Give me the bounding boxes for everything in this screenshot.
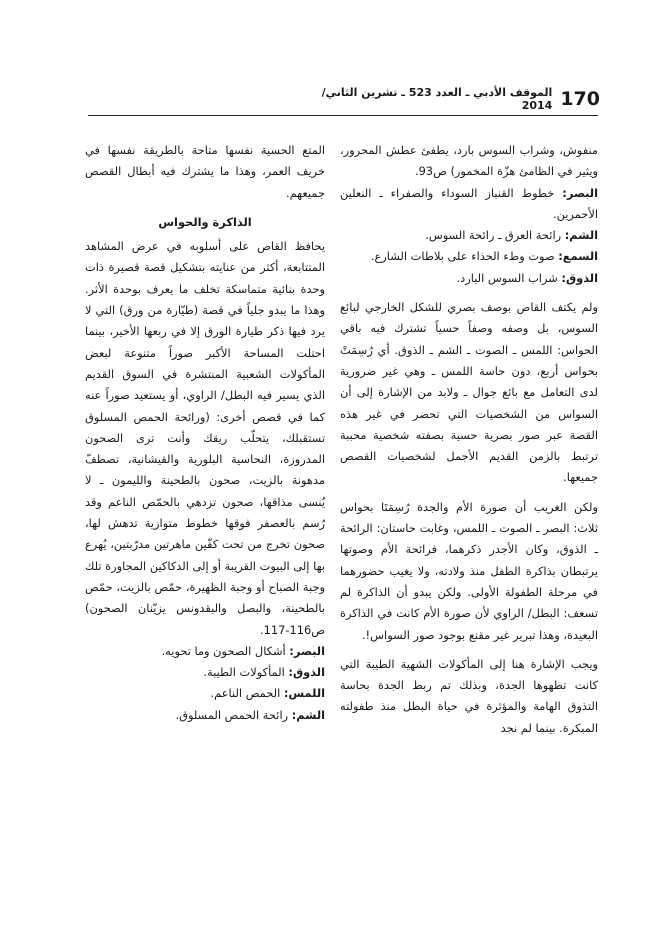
sense-text: شراب السوس البارد. [456,270,558,285]
sense-label: الذوق: [561,270,598,285]
sense-text: خطوط القنباز السوداء والصفراء ـ النعلين الأحمرين. [340,185,598,221]
right-column [340,140,598,739]
paragraph: منفوش، وشراب السوس بارد، يطفئ عطش المحرور، ويثير في الظامئ هزّة المخمور) ص93. [340,143,598,179]
sense-text: المأكولات الطيبة. [203,665,285,680]
page-number: 170 [560,88,600,110]
sense-label: السمع: [558,249,598,264]
journal-issue-info: الموقف الأدبي ـ العدد 523 ـ تشرين الثاني/ 2014 [321,86,553,112]
left-column [85,140,325,726]
sense-item [340,225,598,246]
sense-label: اللمس: [283,686,325,701]
sense-item [85,641,325,662]
sense-text: رائحة العرق ـ رائحة السوس. [425,228,562,243]
paragraph: ولكن الغريب أن صورة الأم والجدة رُسِمَتَا بحواس ثلاث: البصر ـ الصوت ـ اللمس، وغابت حاستان: الرائحة ـ الذوق، وكان الأجدر ذكرهما، فرائحة الأم وصوتها يرتبطان بذاكرة الطفل منذ ولادته، ولا يغيب حضورهما في مرحلة الطفولة الأولى. ولكن يبدو أن الذاكرة لم تسعف: البطل/ الراوي لأن صورة الأم كانت في الذاكرة البعيدة، وهذا تبرير غير مقنع بوجود صور السواس!. [340,499,598,642]
sense-label: البصر: [289,643,325,658]
paragraph: ويجب الإشارة هنا إلى المأكولات الشهية الطيبة التي كانت تطهوها الجدة، وبذلك تم ربط الجدة بحاسة التذوق الهامة والمؤثرة في حياة البطل منذ طفولته المبكرة. بينما لم نجد [340,656,598,735]
sense-text: صوت وطء الحذاء على بلاطات الشارع. [370,249,555,264]
sense-text: رائحة الحمص المسلوق. [175,707,289,722]
sense-item [340,183,598,226]
sense-text: أشكال الصحون وما تحويه. [161,643,286,658]
sense-label: الشم: [564,228,598,243]
paragraph: يحافظ القاص على أسلوبه في عرض المشاهد المتتابعة، أكثر من عنايته بتشكيل قصة قصيرة ذات وحدة بنائية متماسكة تخلف ما يعرف بوحدة الأثر. وهذا ما يبدو جلياً في قصة (طيّارة من ورق) التي لا يرد فيها ذكر طيارة الورق إلا في ربعها الأخير، بينما احتلت المساحة الأكبر صوراً متنوعة لبعض المأكولات الشعبية المنتشرة في السوق القديم الذي يسير فيه البطل/ الراوي، أو يستعيد صوراً عنه كما في قصص أخرى: (ورائحة الحمص المسلوق تستقبلك، يتحلّب ريقك وأنت ترى الصحون المدروزة، النحاسية البلورية والقيشانية، تصطفّ مدهونة بالزيت، صحون بالطحينة والليمون ـ لا يُنسى مذاقها، صحون تزدهي بالحمّص الناعم وقد رُسم بالعصفر فوقها خطوط متوازية تدهش لها، صحون تخرج من تحت كفّين ماهرتين مدرّبتين، يُهرع بها إلى البيوت القريبة أو إلى الدكاكين المجاورة تلك وجبة الصباح أو وجبة الظهيرة، حمّص بالزيت، حمّص بالطحينة، والبصل والبقدونس يزيّنان الصحون) ص116-117. [85,239,325,637]
header-rule [88,115,598,116]
paragraph: المتع الحسية نفسها متاحة بالطريقة نفسها في خريف العمر، وهذا ما يشترك فيه أبطال القصص جميعهم. [85,143,325,200]
senses-list [85,641,325,726]
sense-item [85,705,325,726]
paragraph: ولم يكتف القاص بوصف بصري للشكل الخارجي لبائع السوس، بل وصفه وصفاً حسياً تشترك فيه باقي الحواس: اللمس ـ الصوت ـ الشم ـ الذوق. أي رُسِمَتْ بحواس أربع، دون حاسة اللمس ـ وهي غير ضرورية لدى التعامل مع بائع جوال ـ ولابد من الإشارة إلى أن السواس من الشخصيات التي تحضر في غير هذه القصة عبر صور بصرية حسية بصفته شخصية محببة ترتبط بالزمن القديم الأجمل لشخصيات القصص جميعها. [340,300,598,485]
sense-item [85,662,325,683]
sense-label: الذوق: [288,665,325,680]
sense-item [340,268,598,289]
sense-text: الحمص الناعم. [210,686,281,701]
sense-item [340,246,598,267]
sense-label: البصر: [562,185,598,200]
sense-label: الشم: [291,707,325,722]
sense-item [85,683,325,704]
senses-list [340,183,598,289]
running-header [300,84,600,114]
section-heading: الذاكرة والحواس [158,214,252,229]
